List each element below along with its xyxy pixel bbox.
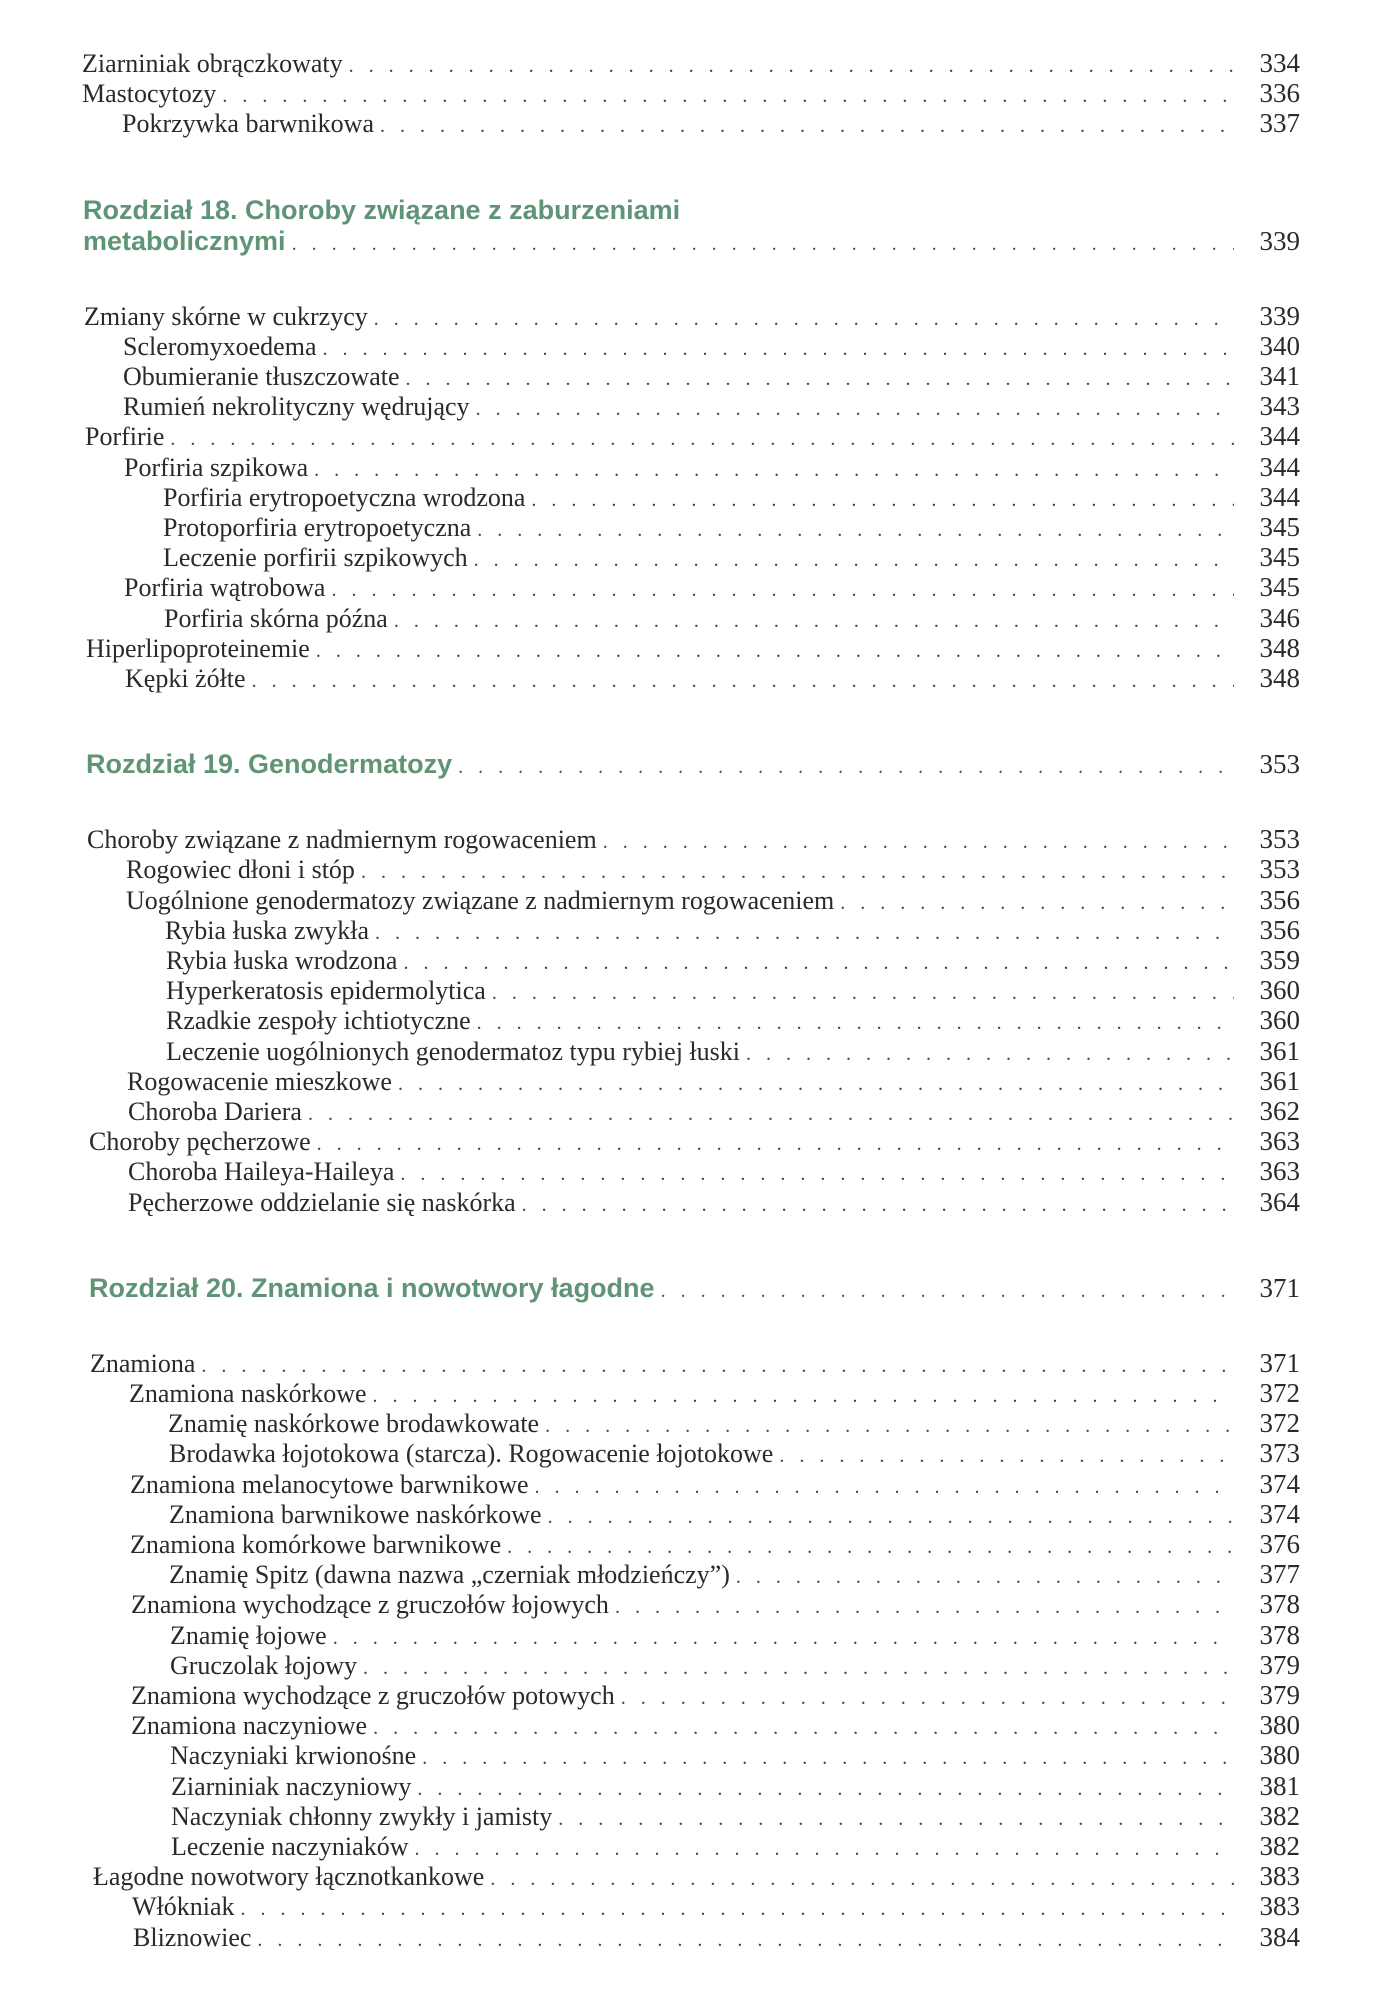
toc-entry xyxy=(170,1740,1300,1773)
dot-leader xyxy=(170,424,1234,454)
toc-entry xyxy=(169,1499,1300,1532)
toc-entry xyxy=(128,1096,1300,1129)
page-number: 384 xyxy=(1259,1922,1300,1952)
dot-leader xyxy=(490,1864,1234,1894)
toc-entry xyxy=(166,1005,1300,1038)
page-number: 373 xyxy=(1259,1438,1300,1468)
page-number: 348 xyxy=(1259,633,1300,663)
toc-entry xyxy=(132,1891,1300,1924)
page-number: 374 xyxy=(1259,1469,1300,1499)
page-number: 334 xyxy=(1259,48,1300,78)
entry-title: Choroba Dariera xyxy=(128,1097,302,1126)
entry-title: Leczenie uogólnionych genodermatoz typu rybiej łuski xyxy=(166,1037,740,1066)
toc-entry xyxy=(130,1469,1300,1502)
dot-leader xyxy=(317,1129,1234,1159)
entry-title: Znamiona xyxy=(90,1349,196,1378)
toc-entry xyxy=(87,824,1300,857)
entry-title: Znamiona wychodzące z gruczołów łojowych xyxy=(131,1590,609,1619)
entry-title: Znamiona barwnikowe naskórkowe xyxy=(169,1500,542,1529)
page-number: 353 xyxy=(1259,824,1300,854)
dot-leader xyxy=(522,1190,1234,1220)
dot-leader xyxy=(361,857,1234,887)
entry-title: Uogólnione genodermatozy związane z nadmiernym rogowaceniem xyxy=(126,886,835,915)
entry-title: Naczyniaki krwionośne xyxy=(170,1741,417,1770)
entry-title: Scleromyxoedema xyxy=(123,332,317,361)
page-number: 361 xyxy=(1259,1036,1300,1066)
toc-entry xyxy=(171,1801,1300,1834)
dot-leader xyxy=(406,364,1235,394)
entry-title: Łagodne nowotwory łącznotkankowe xyxy=(93,1862,485,1891)
toc-entry xyxy=(163,542,1300,575)
toc-entry xyxy=(129,1378,1300,1411)
dot-leader xyxy=(779,1441,1234,1471)
entry-title: Ziarniniak naczyniowy xyxy=(171,1772,412,1801)
entry-title: Rybia łuska zwykła xyxy=(165,916,370,945)
page-number: 379 xyxy=(1259,1650,1300,1680)
dot-leader xyxy=(558,1804,1234,1834)
toc-entry xyxy=(124,572,1300,605)
page-number: 353 xyxy=(1259,749,1300,780)
entry-title: Porfiria erytropoetyczna wrodzona xyxy=(163,483,526,512)
entry-title: Choroby pęcherzowe xyxy=(89,1127,311,1156)
dot-leader xyxy=(374,304,1234,334)
dot-leader xyxy=(476,394,1234,424)
dot-leader xyxy=(840,888,1234,918)
entry-title: Kępki żółte xyxy=(125,664,246,693)
page-number: 345 xyxy=(1259,512,1300,542)
toc-entry xyxy=(130,1529,1300,1562)
dot-leader xyxy=(363,1653,1234,1683)
entry-title: Brodawka łojotokowa (starcza). Rogowacenie łojotokowe xyxy=(169,1439,774,1468)
entry-title: Pokrzywka barwnikowa xyxy=(122,109,374,138)
page-number: 378 xyxy=(1259,1620,1300,1650)
page-number: 379 xyxy=(1259,1680,1300,1710)
page-number: 360 xyxy=(1259,1005,1300,1035)
toc-entry xyxy=(125,663,1300,696)
toc-entry xyxy=(84,301,1300,334)
chapter-heading xyxy=(83,195,1300,260)
dot-leader xyxy=(531,485,1234,515)
page-number: 363 xyxy=(1259,1126,1300,1156)
page-number: 344 xyxy=(1259,452,1300,482)
entry-title: Znamię łojowe xyxy=(170,1621,327,1650)
page-number: 360 xyxy=(1259,975,1300,1005)
toc-entry xyxy=(93,1861,1300,1894)
page-number: 380 xyxy=(1259,1740,1300,1770)
dot-leader xyxy=(257,1925,1234,1955)
page-number: 372 xyxy=(1259,1408,1300,1438)
toc-entry xyxy=(85,421,1300,454)
toc-entry xyxy=(123,331,1300,364)
entry-title: Choroby związane z nadmiernym rogowaceniem xyxy=(87,825,597,854)
dot-leader xyxy=(615,1592,1234,1622)
dot-leader xyxy=(308,1099,1234,1129)
page-number: 361 xyxy=(1259,1066,1300,1096)
toc-entry xyxy=(128,1156,1300,1189)
entry-title: Rzadkie zespoły ichtiotyczne xyxy=(166,1006,471,1035)
chapter-title-line xyxy=(86,749,1300,783)
page-number: 336 xyxy=(1259,78,1300,108)
toc-entry xyxy=(131,1589,1300,1622)
entry-title: Porfiria wątrobowa xyxy=(124,573,326,602)
page-number: 344 xyxy=(1259,421,1300,451)
page-number: 364 xyxy=(1259,1187,1300,1217)
page-number: 337 xyxy=(1259,108,1300,138)
dot-leader xyxy=(400,1159,1234,1189)
toc-entry xyxy=(82,78,1300,111)
entry-title: Pęcherzowe oddzielanie się naskórka xyxy=(128,1188,516,1217)
toc-entry xyxy=(123,361,1300,394)
page-number: 382 xyxy=(1259,1801,1300,1831)
entry-title: Znamię naskórkowe brodawkowate xyxy=(168,1409,540,1438)
page-number: 381 xyxy=(1259,1771,1300,1801)
page-number: 356 xyxy=(1259,915,1300,945)
toc-entry xyxy=(133,1922,1300,1955)
toc-entry xyxy=(171,1831,1300,1864)
entry-title: Choroba Haileya-Haileya xyxy=(128,1157,395,1186)
page-number: 383 xyxy=(1259,1891,1300,1921)
dot-leader xyxy=(331,575,1234,605)
page-number: 378 xyxy=(1259,1589,1300,1619)
entry-title: Porfiria skórna późna xyxy=(164,604,388,633)
dot-leader xyxy=(323,334,1235,364)
chapter-title-line xyxy=(89,1273,1300,1307)
dot-leader xyxy=(380,111,1234,141)
entry-title: Porfiria szpikowa xyxy=(124,453,309,482)
toc-entry xyxy=(166,975,1300,1008)
entry-title: Naczyniak chłonny zwykły i jamisty xyxy=(171,1802,553,1831)
toc-entry xyxy=(90,1348,1300,1381)
chapter-title: Rozdział 20. Znamiona i nowotwory łagodne xyxy=(89,1272,655,1303)
dot-leader xyxy=(201,1351,1234,1381)
dot-leader xyxy=(548,1502,1234,1532)
dot-leader xyxy=(314,455,1234,485)
entry-title: Porfirie xyxy=(85,422,165,451)
dot-leader xyxy=(621,1683,1234,1713)
page-number: 359 xyxy=(1259,945,1300,975)
entry-title: Znamiona komórkowe barwnikowe xyxy=(130,1530,502,1559)
page-number: 380 xyxy=(1259,1710,1300,1740)
dot-leader xyxy=(545,1411,1234,1441)
entry-title: Ziarniniak obrączkowaty xyxy=(82,49,343,78)
page-number: 339 xyxy=(1259,225,1300,256)
entry-title: Włókniak xyxy=(132,1892,235,1921)
page-number: 382 xyxy=(1259,1831,1300,1861)
toc-entry xyxy=(122,108,1300,141)
entry-title: Hiperlipoproteinemie xyxy=(86,634,310,663)
chapter-title: Rozdział 19. Genodermatozy xyxy=(86,749,453,780)
toc-entry xyxy=(164,603,1300,636)
dot-leader xyxy=(422,1743,1234,1773)
toc-entry xyxy=(131,1680,1300,1713)
page-number: 345 xyxy=(1259,572,1300,602)
dot-leader xyxy=(333,1623,1234,1653)
page-number: 362 xyxy=(1259,1096,1300,1126)
entry-title: Zmiany skórne w cukrzycy xyxy=(84,302,368,331)
toc-entry xyxy=(126,885,1300,918)
chapter-heading xyxy=(86,749,1300,783)
toc-entry xyxy=(131,1710,1300,1743)
page-number: 383 xyxy=(1259,1861,1300,1891)
entry-title: Leczenie naczyniaków xyxy=(171,1832,409,1861)
dot-leader xyxy=(535,1472,1234,1502)
entry-title: Mastocytozy xyxy=(82,79,217,108)
toc-entry xyxy=(128,1187,1300,1220)
entry-title: Bliznowiec xyxy=(133,1923,252,1952)
entry-title: Protoporfiria erytropoetyczna xyxy=(163,513,472,542)
page-number: 341 xyxy=(1259,361,1300,391)
dot-leader xyxy=(373,1713,1234,1743)
dot-leader xyxy=(292,229,1234,260)
dot-leader xyxy=(492,978,1234,1008)
entry-title: Rogowacenie mieszkowe xyxy=(127,1067,392,1096)
toc-entry xyxy=(170,1620,1300,1653)
toc-entry xyxy=(127,1066,1300,1099)
dot-leader xyxy=(603,827,1234,857)
chapter-heading xyxy=(89,1273,1300,1307)
page-number: 363 xyxy=(1259,1156,1300,1186)
toc-entry xyxy=(82,48,1300,81)
entry-title: Leczenie porfirii szpikowych xyxy=(163,543,468,572)
dot-leader xyxy=(458,752,1234,783)
toc-entry xyxy=(124,452,1300,485)
entry-title: Znamiona wychodzące z gruczołów potowych xyxy=(131,1681,615,1710)
dot-leader xyxy=(736,1562,1234,1592)
dot-leader xyxy=(398,1069,1234,1099)
toc-entry xyxy=(123,391,1300,424)
dot-leader xyxy=(507,1532,1234,1562)
dot-leader xyxy=(252,666,1234,696)
dot-leader xyxy=(394,606,1234,636)
dot-leader xyxy=(746,1039,1234,1069)
dot-leader xyxy=(661,1276,1234,1307)
dot-leader xyxy=(474,545,1234,575)
dot-leader xyxy=(316,636,1234,666)
toc-entry xyxy=(163,512,1300,545)
dot-leader xyxy=(222,81,1234,111)
entry-title: Rumień nekrolityczny wędrujący xyxy=(123,392,470,421)
toc-entry xyxy=(170,1650,1300,1683)
chapter-title: metabolicznymi xyxy=(83,225,286,256)
entry-title: Rogowiec dłoni i stóp xyxy=(126,855,355,884)
dot-leader xyxy=(417,1774,1234,1804)
page-number: 348 xyxy=(1259,663,1300,693)
toc-entry xyxy=(166,1036,1300,1069)
page-number: 340 xyxy=(1259,331,1300,361)
page-number: 374 xyxy=(1259,1499,1300,1529)
dot-leader xyxy=(414,1834,1234,1864)
toc-entry xyxy=(163,482,1300,515)
entry-title: Znamiona melanocytowe barwnikowe xyxy=(130,1470,529,1499)
page-number: 371 xyxy=(1259,1272,1300,1303)
page-number: 339 xyxy=(1259,301,1300,331)
toc-entry xyxy=(126,854,1300,887)
entry-title: Znamiona naczyniowe xyxy=(131,1711,368,1740)
chapter-title-line xyxy=(83,226,1300,260)
page-number: 345 xyxy=(1259,542,1300,572)
toc-entry xyxy=(86,633,1300,666)
chapter-title-line: Rozdział 18. Choroby związane z zaburzeniami xyxy=(83,194,681,225)
page-number: 356 xyxy=(1259,885,1300,915)
page-number: 353 xyxy=(1259,854,1300,884)
dot-leader xyxy=(241,1894,1234,1924)
page-number: 346 xyxy=(1259,603,1300,633)
dot-leader xyxy=(477,515,1234,545)
page-number: 377 xyxy=(1259,1559,1300,1589)
toc-entry xyxy=(168,1408,1300,1441)
entry-title: Hyperkeratosis epidermolytica xyxy=(166,976,486,1005)
entry-title: Znamiona naskórkowe xyxy=(129,1379,367,1408)
toc-entry xyxy=(89,1126,1300,1159)
toc-entry xyxy=(165,915,1300,948)
dot-leader xyxy=(349,51,1234,81)
entry-title: Znamię Spitz (dawna nazwa „czerniak młodzieńczy”) xyxy=(169,1560,730,1589)
dot-leader xyxy=(373,1381,1234,1411)
page-number: 343 xyxy=(1259,391,1300,421)
toc-entry xyxy=(166,945,1300,978)
page-number: 372 xyxy=(1259,1378,1300,1408)
dot-leader xyxy=(477,1008,1234,1038)
page-number: 344 xyxy=(1259,482,1300,512)
entry-title: Obumieranie tłuszczowate xyxy=(123,362,400,391)
dot-leader xyxy=(375,918,1234,948)
toc-entry xyxy=(169,1559,1300,1592)
page-number: 371 xyxy=(1259,1348,1300,1378)
dot-leader xyxy=(403,948,1234,978)
page-number: 376 xyxy=(1259,1529,1300,1559)
entry-title: Gruczolak łojowy xyxy=(170,1651,358,1680)
entry-title: Rybia łuska wrodzona xyxy=(166,946,398,975)
toc-entry xyxy=(169,1438,1300,1471)
toc-entry xyxy=(171,1771,1300,1804)
